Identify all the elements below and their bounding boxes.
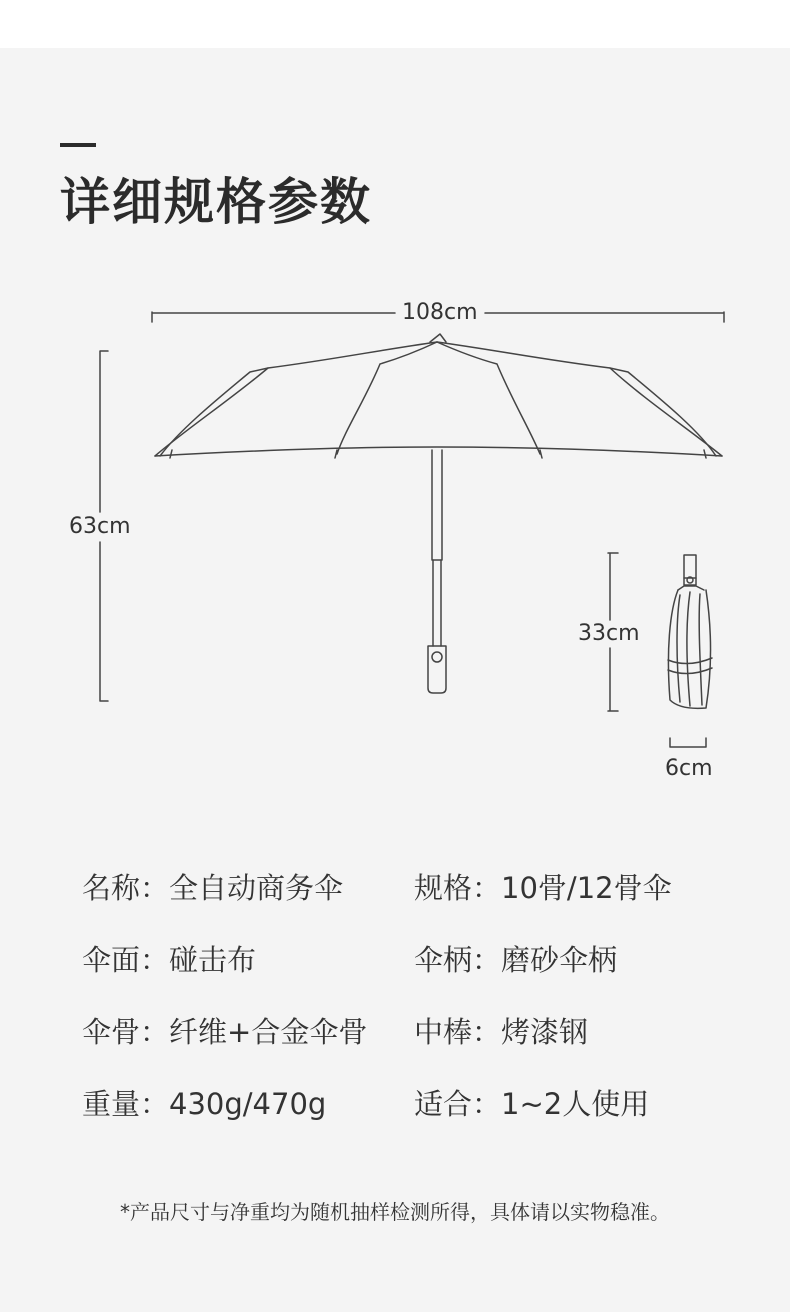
spec-label: 伞柄： (414, 943, 502, 977)
open-height-label: 63cm (69, 514, 131, 539)
folded-umbrella-icon (668, 555, 712, 708)
umbrella-diagram-svg (0, 290, 790, 800)
spec-value: 烤漆钢 (501, 1015, 589, 1049)
spec-value: 全自动商务伞 (169, 871, 344, 905)
height-dimension-line-top (100, 351, 108, 512)
spec-value: 磨砂伞柄 (501, 943, 618, 977)
spec-value: 1~2人使用 (501, 1087, 650, 1121)
folded-width-dimension-line (670, 738, 706, 747)
spec-label: 适合： (414, 1087, 502, 1121)
disclaimer-note: *产品尺寸与净重均为随机抽样检测所得，具体请以实物稳准。 (120, 1200, 670, 1224)
spec-label: 伞骨： (82, 1015, 170, 1049)
folded-length-label: 33cm (578, 621, 640, 646)
size-diagram (0, 290, 790, 800)
spec-item (414, 871, 672, 906)
spec-label: 伞面： (82, 943, 170, 977)
spec-label: 名称： (82, 871, 170, 905)
spec-item (82, 1015, 367, 1050)
title-accent-bar (60, 143, 96, 147)
folded-width-label: 6cm (665, 756, 713, 781)
width-dimension-line-right (485, 312, 724, 322)
spec-item (414, 1087, 649, 1122)
page-title: 详细规格参数 (60, 173, 372, 231)
spec-value: 碰击布 (169, 943, 257, 977)
open-width-label: 108cm (402, 300, 478, 325)
spec-item (82, 871, 343, 906)
spec-item (82, 1087, 326, 1122)
spec-label: 重量： (82, 1087, 170, 1121)
height-dimension-line-bottom (100, 542, 108, 701)
spec-item (82, 943, 256, 978)
spec-value: 纤维+合金伞骨 (169, 1015, 368, 1049)
spec-value: 10骨/12骨伞 (501, 871, 672, 905)
spec-value: 430g/470g (169, 1087, 327, 1121)
spec-label: 规格： (414, 871, 502, 905)
spec-label: 中棒： (414, 1015, 502, 1049)
spec-item (414, 1015, 588, 1050)
width-dimension-line-left (152, 312, 395, 322)
top-white-strip (0, 0, 790, 48)
spec-item (414, 943, 617, 978)
